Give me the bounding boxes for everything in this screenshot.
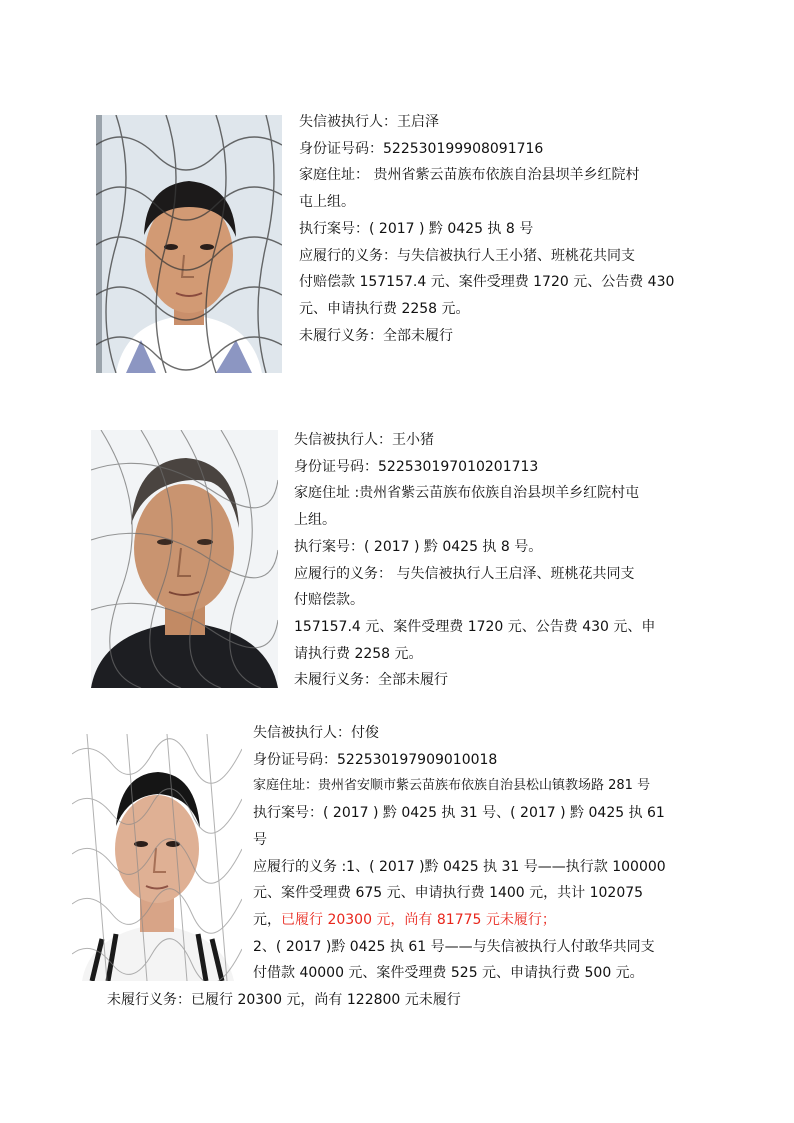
person-1-case-number: 执行案号：( 2017 ) 黔 0425 执 8 号 — [299, 220, 534, 237]
person-3-name: 失信被执行人：付俊 — [253, 725, 379, 741]
person-3-info — [253, 720, 666, 987]
person-3-obligation-2: 2、( 2017 )黔 0425 执 61 号——与失信被执行人付敢华共同支 — [253, 938, 655, 955]
person-2-address-cont: 上组。 — [294, 512, 336, 529]
person-2-obligation-cont: 157157.4 元、案件受理费 1720 元、公告费 430 元、申 — [294, 618, 656, 635]
person-1-obligation-cont: 付赔偿款 157157.4 元、案件受理费 1720 元、公告费 430 — [299, 274, 675, 291]
person-1-photo — [96, 115, 282, 373]
person-1-id-number: 身份证号码：522530199908091716 — [299, 140, 544, 157]
person-3-fulfilled-highlight: 已履行 20300 元，尚有 81775 元未履行； — [281, 911, 556, 928]
person-3-obligation-2-cont: 付借款 40000 元、案件受理费 525 元、申请执行费 500 元。 — [253, 965, 644, 982]
person-2-obligation-cont: 付赔偿款。 — [294, 592, 364, 609]
person-3-case-number-cont: 号 — [253, 831, 267, 848]
person-1-info — [299, 109, 674, 349]
person-3-case-number: 执行案号：( 2017 ) 黔 0425 执 31 号、( 2017 ) 黔 0425 执 61 — [253, 805, 665, 822]
person-1-name: 失信被执行人：王启泽 — [299, 114, 439, 130]
person-2-case-number: 执行案号：( 2017 ) 黔 0425 执 8 号。 — [294, 538, 543, 555]
person-1-address-cont: 屯上组。 — [299, 194, 355, 211]
person-1-unfulfilled: 未履行义务：全部未履行 — [299, 327, 453, 344]
person-2-obligation: 应履行的义务： 与失信被执行人王启泽、班桃花共同支 — [294, 565, 635, 582]
person-2-info — [294, 427, 655, 694]
person-1-obligation: 应履行的义务：与失信被执行人王小猪、班桃花共同支 — [299, 247, 635, 264]
person-2-id-number: 身份证号码：522530197010201713 — [294, 458, 539, 475]
person-2-unfulfilled: 未履行义务：全部未履行 — [294, 672, 448, 689]
person-1-address: 家庭住址： 贵州省紫云苗族布依族自治县坝羊乡红院村 — [299, 167, 640, 184]
person-3-address: 家庭住址：贵州省安顺市紫云苗族布依族自治县松山镇教场路 281 号 — [253, 778, 651, 794]
person-1-obligation-cont: 元、申请执行费 2258 元。 — [299, 300, 470, 317]
person-2-name: 失信被执行人：王小猪 — [294, 432, 434, 448]
person-2-address: 家庭住址 :贵州省紫云苗族布依族自治县坝羊乡红院村屯 — [294, 485, 640, 502]
person-3-obligation-status — [253, 907, 666, 934]
person-2-photo — [91, 430, 278, 688]
person-3-unfulfilled: 未履行义务：已履行 20300 元，尚有 122800 元未履行 — [107, 992, 461, 1008]
person-3-photo — [72, 734, 242, 981]
person-3-id-number: 身份证号码：522530197909010018 — [253, 751, 498, 768]
person-3-status-prefix: 元， — [253, 911, 281, 928]
person-3-obligation: 应履行的义务 :1、( 2017 )黔 0425 执 31 号——执行款 100000 — [253, 858, 666, 875]
person-3-obligation-cont: 元、案件受理费 675 元、申请执行费 1400 元，共计 102075 — [253, 885, 644, 902]
person-2-obligation-cont: 请执行费 2258 元。 — [294, 645, 423, 662]
